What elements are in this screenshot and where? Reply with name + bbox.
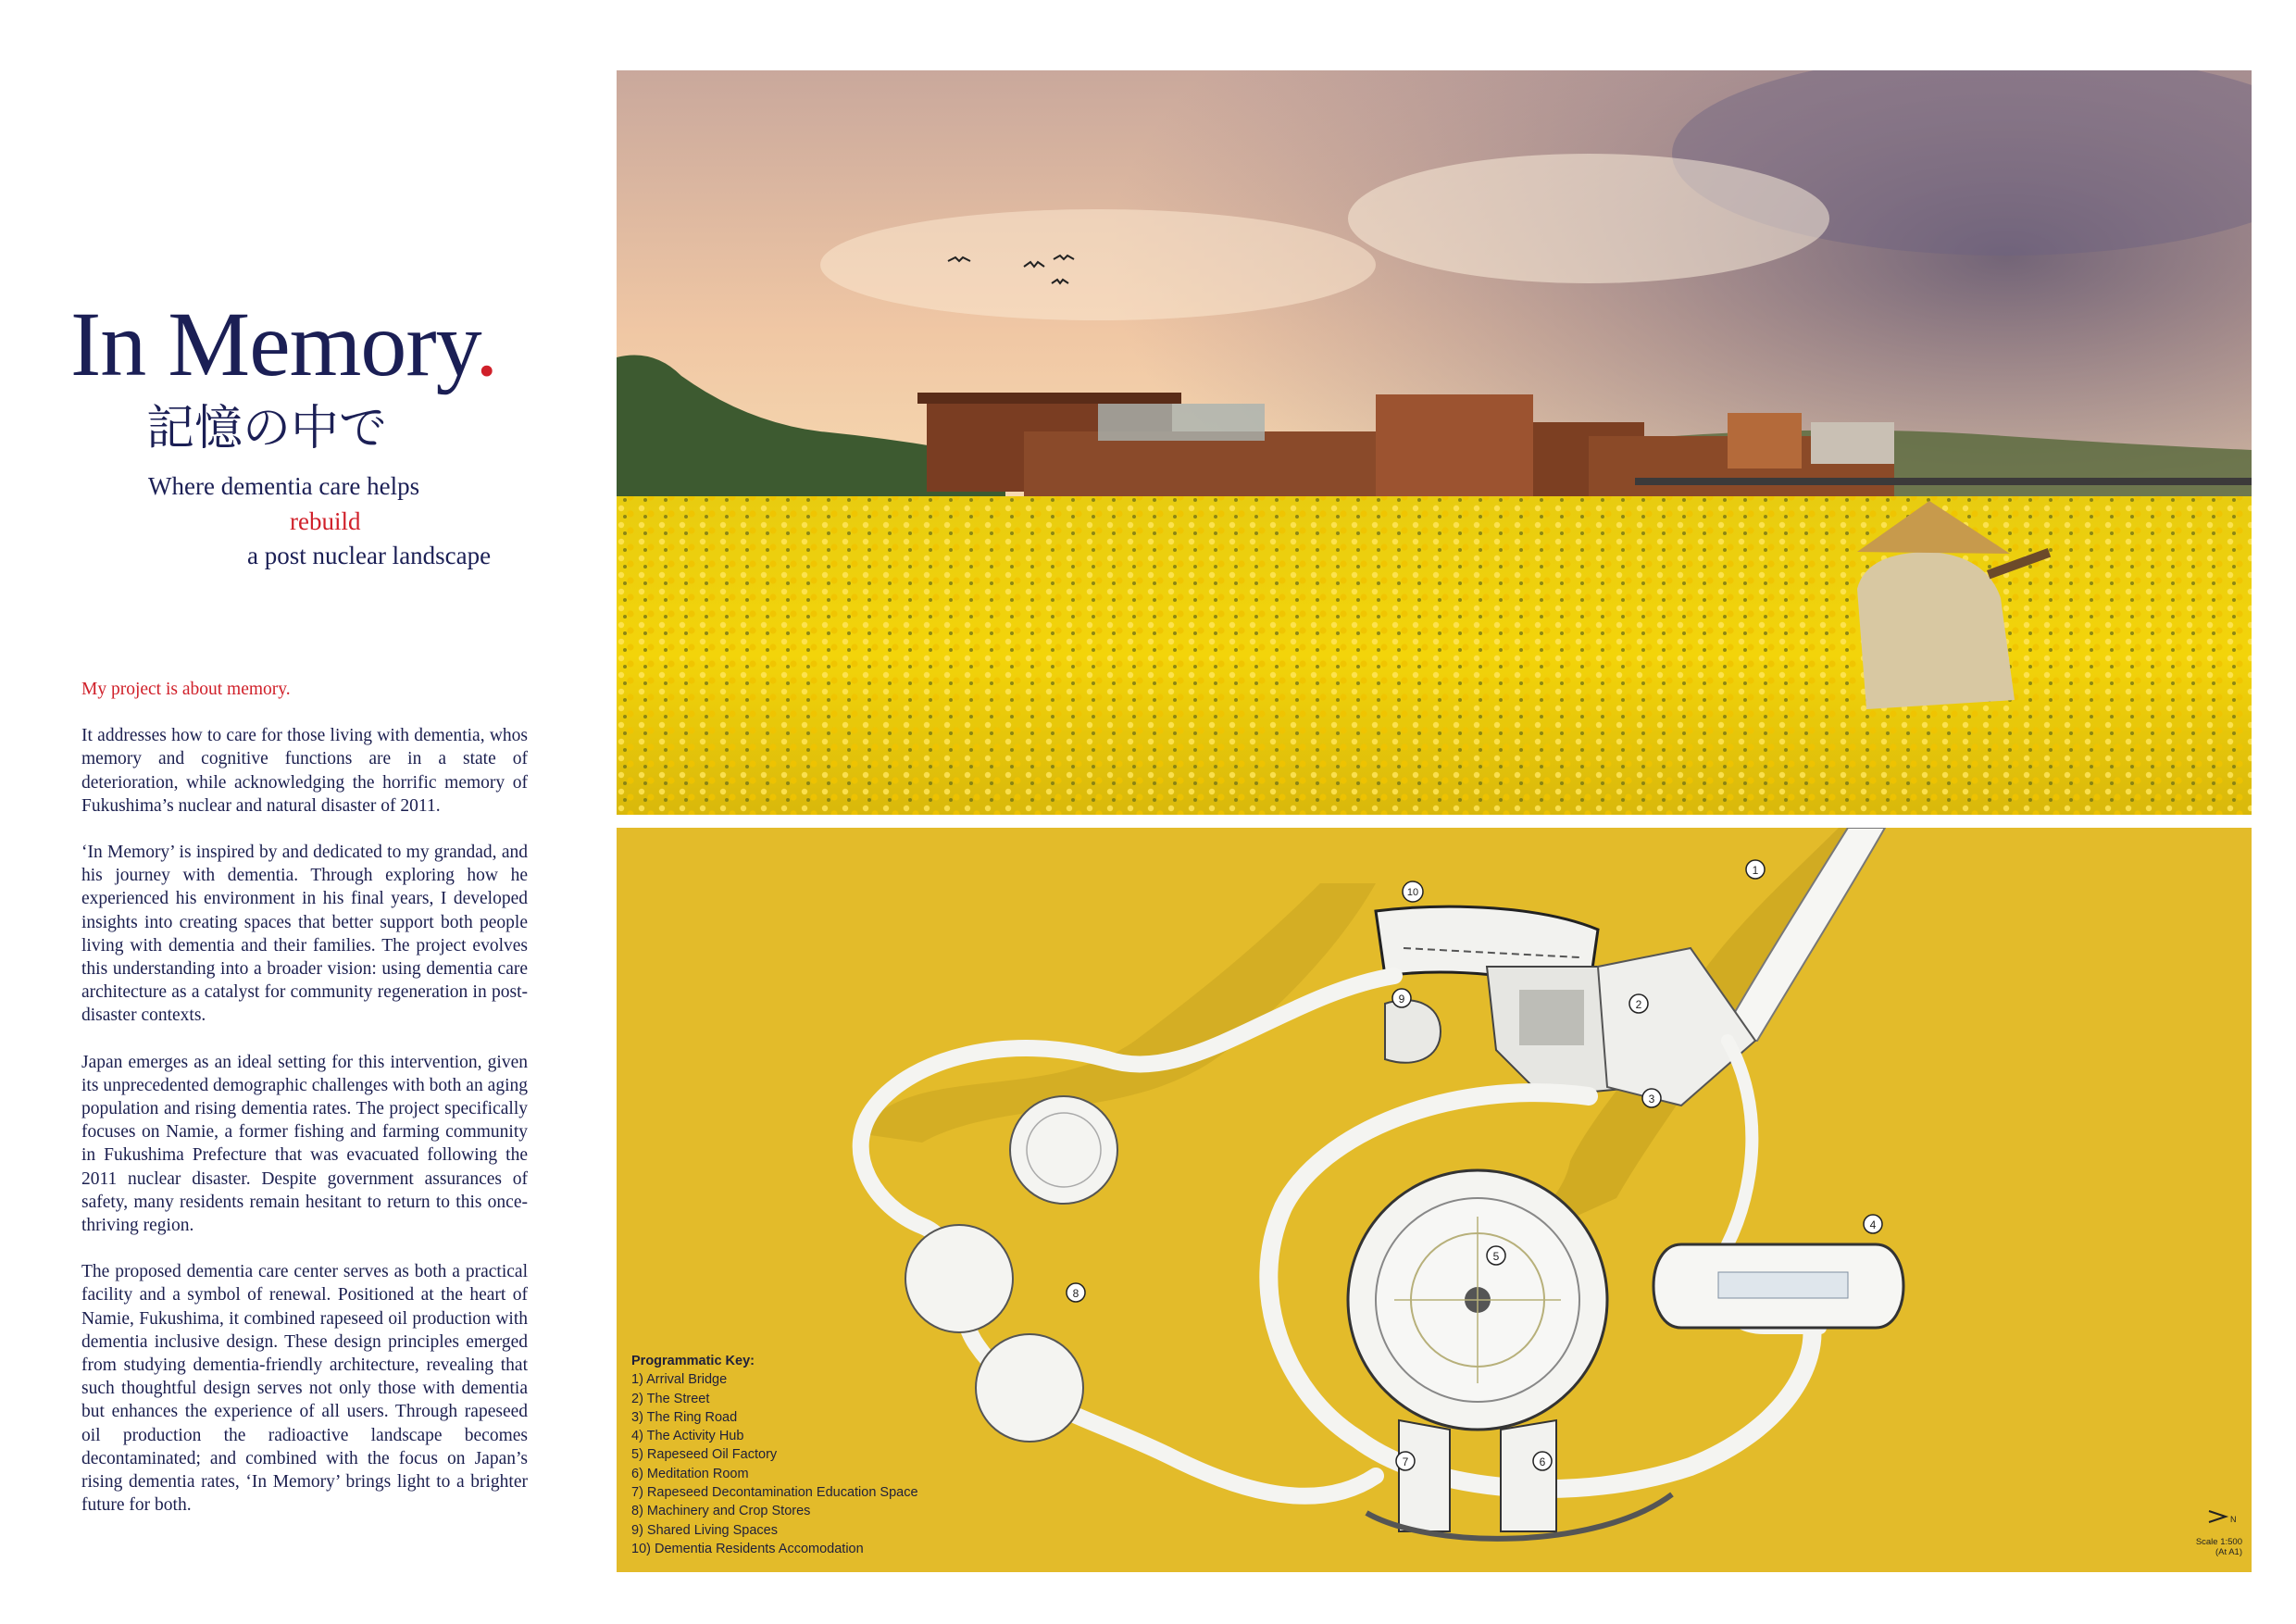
marker-1	[1746, 860, 1765, 879]
key-title: Programmatic Key:	[631, 1354, 755, 1368]
marker-10	[1403, 881, 1423, 902]
key-item: 2) The Street	[631, 1391, 710, 1406]
title-dot: .	[475, 293, 498, 395]
marker-8	[1067, 1283, 1085, 1302]
tagline-line-2: rebuild	[290, 507, 361, 535]
scale-sheet-size: (At A1)	[2215, 1547, 2242, 1557]
key-item: 8) Machinery and Crop Stores	[631, 1504, 811, 1519]
scale-text: Scale 1:500	[2195, 1537, 2242, 1547]
marker-2	[1629, 994, 1648, 1013]
svg-text:5: 5	[1492, 1250, 1500, 1263]
svg-text:10: 10	[1406, 887, 1419, 898]
page-title	[70, 293, 498, 395]
key-item: 3) The Ring Road	[631, 1409, 738, 1425]
tagline-line-1: Where dementia care helps	[148, 472, 420, 500]
paragraph-3: Japan emerges as an ideal setting for this intervention, given its unprecedented demographic challenges with both an aging population and rising dementia rates. The project specifically focuses on Namie, a former fishing and farming community in Fukushima Prefecture that was evacuated following the 2011 nuclear disaster. Despite government assurances of safety, many residents remain hesitant to return to this once-thriving region.	[81, 1052, 528, 1236]
svg-text:1: 1	[1752, 864, 1759, 877]
svg-text:2: 2	[1635, 998, 1642, 1011]
svg-text:9: 9	[1398, 993, 1405, 1006]
programmatic-key	[631, 1352, 918, 1558]
lead-text: My project is about memory.	[81, 680, 291, 699]
paragraph-4: The proposed dementia care center serves as both a practical facility and a symbol of renewal. Positioned at the heart of Namie, Fukushima, it combined rapeseed oil production with dementia inclusive design. These design principles emerged from studying dementia-friendly architecture, revealing that such thoughtful design serves not only those with dementia but enhances the experience of all users. Through rapeseed oil production the radioactive landscape becomes decontaminated; and combined with the focus on Japan’s rising dementia rates, ‘In Memory’ brings light to a brighter future for both.	[81, 1262, 528, 1516]
tagline-line-3: a post nuclear landscape	[247, 542, 492, 569]
svg-text:3: 3	[1648, 1093, 1655, 1106]
marker-4	[1864, 1215, 1882, 1233]
japanese-title: 記憶の中で	[146, 401, 388, 456]
svg-text:4: 4	[1869, 1218, 1877, 1231]
key-item: 6) Meditation Room	[631, 1466, 749, 1481]
paragraph-1: It addresses how to care for those living with dementia, whos memory and cognitive functions are in a state of deterioration, while acknowledging the horrific memory of Fukushima’s nuclear and natural disaster of 2011.	[81, 726, 528, 816]
marker-5	[1487, 1246, 1505, 1265]
key-item: 7) Rapeseed Decontamination Education Space	[631, 1485, 918, 1501]
marker-9	[1392, 989, 1411, 1007]
key-item: 1) Arrival Bridge	[631, 1372, 728, 1388]
key-item: 10) Dementia Residents Accomodation	[631, 1541, 864, 1556]
project-description	[81, 678, 528, 1541]
title-text: In Memory	[70, 293, 476, 395]
key-item: 5) Rapeseed Oil Factory	[631, 1447, 778, 1463]
render-illustration	[617, 70, 2252, 815]
svg-text:8: 8	[1072, 1287, 1079, 1300]
north-label: N	[2230, 1515, 2237, 1524]
svg-text:6: 6	[1539, 1455, 1546, 1468]
render-image	[617, 70, 2252, 815]
scale-note	[2196, 1537, 2242, 1557]
site-plan	[617, 828, 2252, 1572]
marker-6	[1533, 1452, 1552, 1470]
marker-7	[1396, 1452, 1415, 1470]
paragraph-2: ‘In Memory’ is inspired by and dedicated to my grandad, and his journey with dementia. Through exploring how he experienced his environment in his final years, I developed insights into creating spaces that better support both people living with dementia and their families. The project evolves this understanding into a broader vision: using dementia care architecture as a catalyst for community regeneration in post-disaster contexts.	[81, 843, 528, 1026]
svg-text:7: 7	[1402, 1455, 1409, 1468]
marker-3	[1642, 1089, 1661, 1107]
key-item: 4) The Activity Hub	[631, 1429, 744, 1444]
key-item: 9) Shared Living Spaces	[631, 1522, 778, 1538]
north-arrow-icon	[2209, 1511, 2226, 1522]
